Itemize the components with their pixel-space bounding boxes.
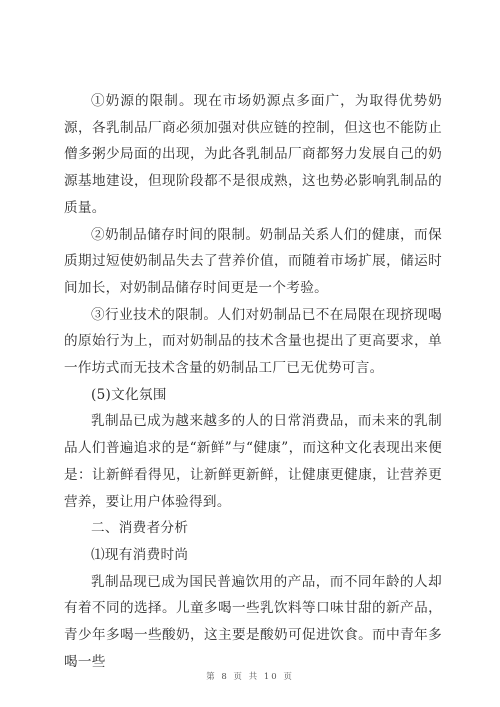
paragraph-culture: 乳制品已成为越来越多的人的日常消费品，而未来的乳制品人们普遍追求的是“新鲜”与“健康”，而这种文化表现出来便是：让新鲜看得见，让新鲜更新鲜，让健康更健康，让营养更营养，要让用户体验得到。 bbox=[64, 413, 442, 510]
paragraph-milk-source-limit: ①奶源的限制。现在市场奶源点多面广，为取得优势奶源，各乳制品厂商必须加强对供应链的控制，但这也不能防止僧多粥少局面的出现，为此各乳制品厂商都努力发展自己的奶源基地建设，但现阶段都不是很成熟，这也势必影响乳制品的质量。 bbox=[64, 93, 442, 216]
heading-culture: (5)文化氛围 bbox=[91, 386, 167, 403]
heading-consumer-analysis: 二、消费者分析 bbox=[91, 520, 189, 537]
page-number: 第 8 页 共 10 页 bbox=[206, 672, 294, 682]
heading-current-trends: ⑴现有消费时尚 bbox=[91, 546, 189, 563]
document-body bbox=[64, 88, 442, 675]
paragraph-current-trends: 乳制品现已成为国民普遍饮用的产品，而不同年龄的人却有着不同的选择。儿童多喝一些乳饮料等口味甘甜的新产品，青少年多喝一些酸奶，这主要是酸奶可促进饮食。而中青年多喝一些 bbox=[64, 573, 442, 670]
paragraph-technology-limit: ③行业技术的限制。人们对奶制品已不在局限在现挤现喝的原始行为上，而对奶制品的技术含量也提出了更高要求，单一作坊式而无技术含量的奶制品工厂已无优势可言。 bbox=[64, 306, 442, 377]
paragraph-storage-time-limit: ②奶制品储存时间的限制。奶制品关系人们的健康，而保质期过短使奶制品失去了营养价值，而随着市场扩展，储运时间加长，对奶制品储存时间更是一个考验。 bbox=[64, 226, 442, 296]
